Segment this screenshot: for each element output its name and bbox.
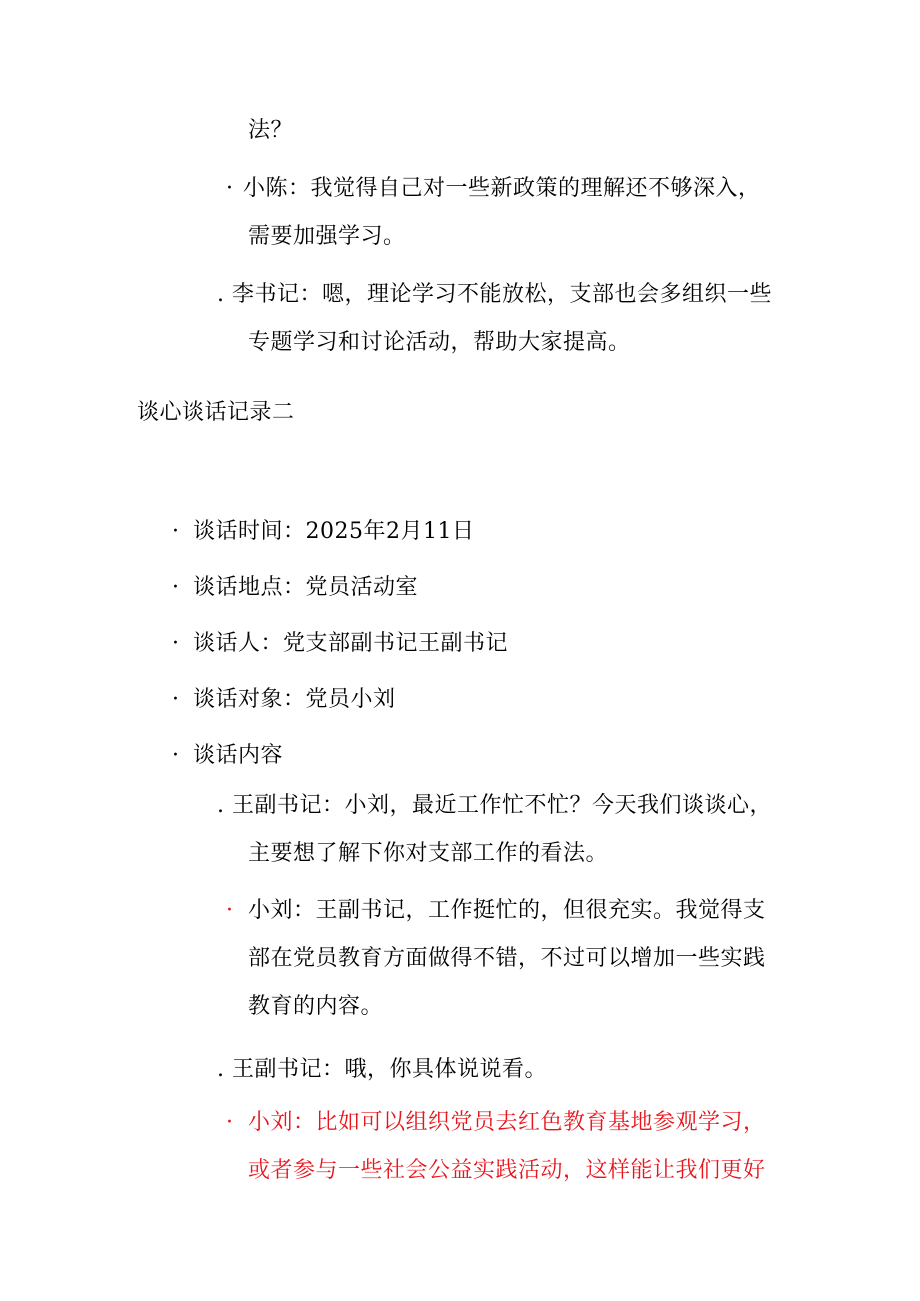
bullet-marker: · (172, 631, 179, 656)
bullet-marker: · (172, 519, 179, 544)
bullet-marker: · (172, 687, 179, 712)
dot-marker: . (217, 1057, 224, 1082)
info-item-interviewee: 谈话对象：党员小刘 (193, 687, 396, 712)
bullet-marker: · (226, 898, 233, 923)
info-item-time: 谈话时间：2025年2月11日 (193, 519, 475, 544)
section-title: 谈心谈话记录二 (137, 400, 295, 425)
dot-marker: . (217, 793, 224, 818)
highlighted-dialogue-line: 小刘：比如可以组织党员去红色教育基地参观学习， (248, 1110, 766, 1135)
dialogue-line: 教育的内容。 (248, 994, 384, 1019)
dialogue-line: 王副书记：小刘，最近工作忙不忙？今天我们谈谈心， (232, 793, 773, 818)
bullet-marker: · (172, 575, 179, 600)
highlighted-dialogue-line: 或者参与一些社会公益实践活动，这样能让我们更好 (248, 1158, 766, 1183)
bullet-marker: · (226, 1110, 233, 1135)
continuation-text: 法？ (248, 118, 294, 143)
bullet-marker: · (226, 176, 233, 201)
dialogue-line: 王副书记：哦，你具体说说看。 (232, 1057, 548, 1082)
bullet-marker: · (172, 743, 179, 768)
dialogue-line: 专题学习和讨论活动，帮助大家提高。 (248, 330, 631, 355)
dialogue-line: 小陈：我觉得自己对一些新政策的理解还不够深入， (243, 176, 761, 201)
dialogue-line: 主要想了解下你对支部工作的看法。 (248, 841, 609, 866)
dialogue-line: 需要加强学习。 (248, 224, 406, 249)
info-item-location: 谈话地点：党员活动室 (193, 575, 419, 600)
dialogue-line: 小刘：王副书记，工作挺忙的，但很充实。我觉得支 (248, 898, 766, 923)
dialogue-line: 李书记：嗯，理论学习不能放松，支部也会多组织一些 (232, 282, 773, 307)
dot-marker: . (217, 282, 224, 307)
info-item-interviewer: 谈话人：党支部副书记王副书记 (193, 631, 509, 656)
info-item-content: 谈话内容 (193, 743, 284, 768)
dialogue-line: 部在党员教育方面做得不错，不过可以增加一些实践 (248, 946, 766, 971)
